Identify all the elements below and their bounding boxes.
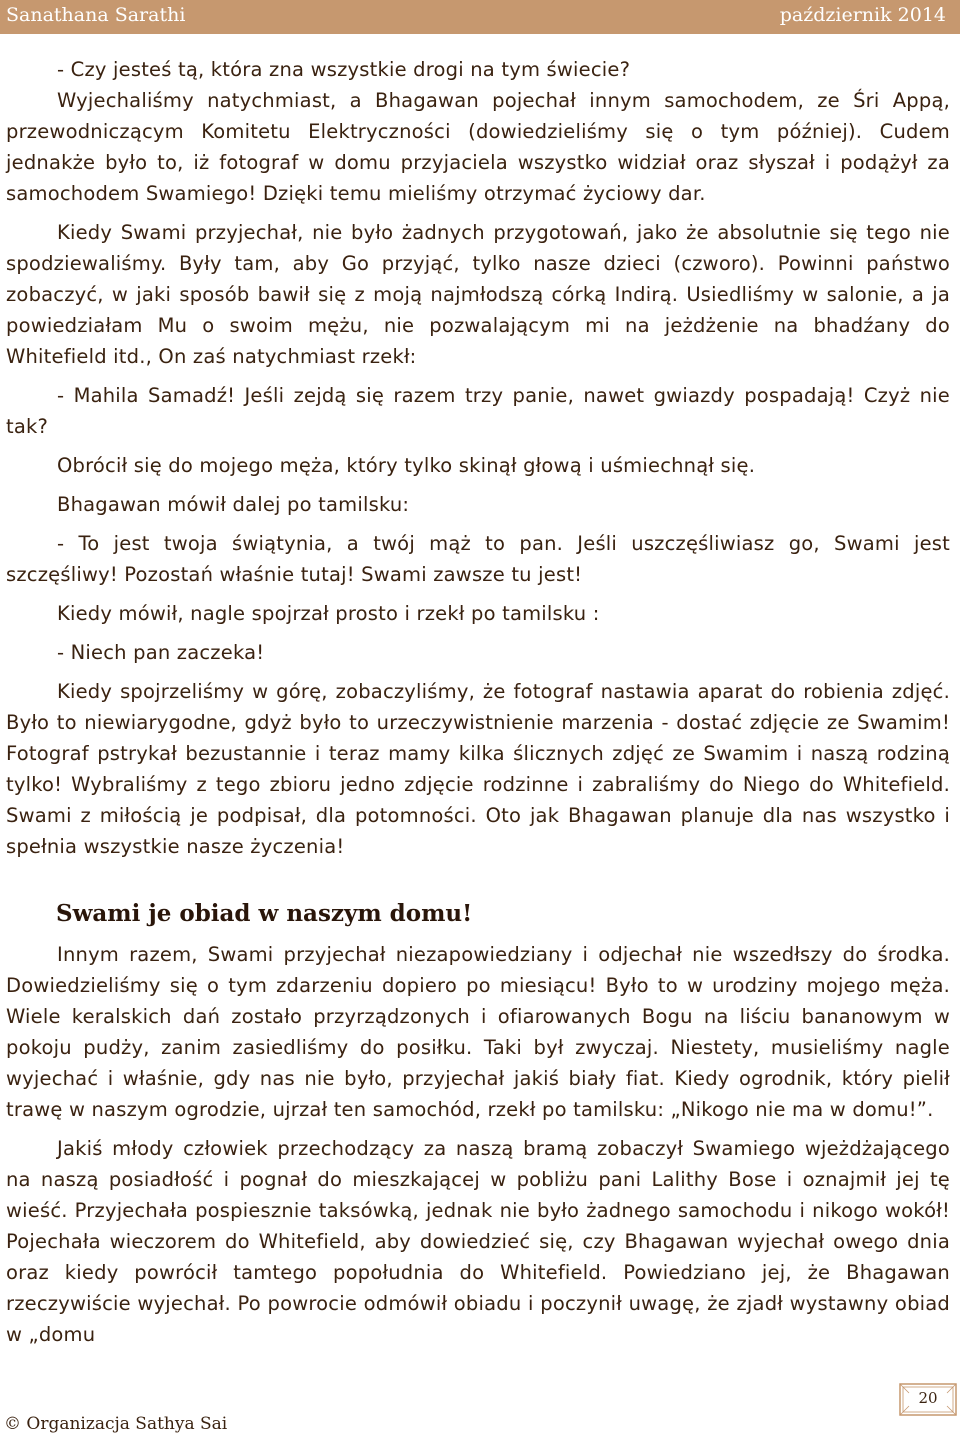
paragraph: Kiedy Swami przyjechał, nie było żadnych przygotowań, jako że absolutnie się tego nie spodziewaliśmy. Były tam, aby Go przyjąć, tylko nasze dzieci (czworo). Powinni państwo zobaczyć, w jaki sposób bawił się z moją najmłodszą córką Indirą. Usiedliśmy w salonie, a ja powiedziałam Mu o swoim mężu, nie pozwalającym mi na jeżdżenie na bhadźany do Whitefield itd., On zaś natychmiast rzekł: <box>6 221 950 368</box>
paragraph: Innym razem, Swami przyjechał niezapowiedziany i odjechał nie wszedłszy do środka. Dowiedzieliśmy się o tym zdarzeniu dopiero po miesiącu! Było to w urodziny mojego męża. Wiele keralskich dań zostało przyrządzonych i ofiarowanych Bogu na liściu bananowym w pokoju pudży, zanim zasiedliśmy do posiłku. Taki był zwyczaj. Niestety, musieliśmy nagle wyjechać i właśnie, gdy nas nie było, przyjechał jakiś biały fiat. Kiedy ogrodnik, który pielił trawę w naszym ogrodzie, ujrzał ten samochód, rzekł po tamilsku: „Nikogo nie ma w domu!”. <box>6 943 950 1121</box>
paragraph: - To jest twoja świątynia, a twój mąż to pan. Jeśli uszczęśliwiasz go, Swami jest szczęśliwy! Pozostań właśnie tutaj! Swami zawsze tu jest! <box>6 532 950 586</box>
paragraph: Bhagawan mówił dalej po tamilsku: <box>57 493 410 516</box>
page-number-badge <box>899 1383 957 1416</box>
copyright-notice: © Organizacja Sathya Sai <box>4 1414 228 1434</box>
paragraph: Jakiś młody człowiek przechodzący za naszą bramą zobaczył Swamiego wjeżdżającego na naszą posiadłość i pognał do mieszkającej w pobliżu pani Lalithy Bose i oznajmił jej tę wieść. Przyjechała pospiesznie taksówką, jednak nie było żadnego samochodu i nikogo wokół! Pojechała wieczorem do Whitefield, aby dowiedzieć się, czy Bhagawan wyjechał owego dnia oraz kiedy powrócił tamtego popołudnia do Whitefield. Powiedziano jej, że Bhagawan rzeczywiście wyjechał. Po powrocie odmówił obiadu i poczynił uwagę, że zjadł wystawny obiad w „domu <box>6 1137 950 1346</box>
paragraph: Wyjechaliśmy natychmiast, a Bhagawan pojechał innym samochodem, ze Śri Appą, przewodniczącym Komitetu Elektryczności (dowiedzieliśmy się o tym później). Cudem jednakże było to, iż fotograf w domu przyjaciela wszystko widział oraz słyszał i podążył za samochodem Swamiego! Dzięki temu mieliśmy otrzymać życiowy dar. <box>6 89 950 205</box>
paragraph: - Mahila Samadź! Jeśli zejdą się razem trzy panie, nawet gwiazdy pospadają! Czyż nie tak? <box>6 384 950 438</box>
paragraph: - Niech pan zaczeka! <box>57 641 265 664</box>
issue-date: październik 2014 <box>779 4 946 26</box>
page-header <box>0 0 960 34</box>
paragraph: - Czy jesteś tą, która zna wszystkie drogi na tym świecie? <box>57 58 631 81</box>
article-body <box>6 54 950 1350</box>
paragraph: Kiedy mówił, nagle spojrzał prosto i rzekł po tamilsku : <box>57 602 600 625</box>
page-number: 20 <box>918 1389 938 1407</box>
paragraph: Obrócił się do mojego męża, który tylko skinął głową i uśmiechnął się. <box>57 454 756 477</box>
magazine-title: Sanathana Sarathi <box>6 4 186 26</box>
paragraph: Kiedy spojrzeliśmy w górę, zobaczyliśmy, że fotograf nastawia aparat do robienia zdjęć. Było to niewiarygodne, gdyż było to urzeczywistnienie marzenia - dostać zdjęcie ze Swamim! Fotograf pstrykał bezustannie i teraz mamy kilka ślicznych zdjęć ze Swamim i naszą rodziną tylko! Wybraliśmy z tego zbioru jedno zdjęcie rodzinne i zabraliśmy do Niego do Whitefield. Swami z miłością je podpisał, dla potomności. Oto jak Bhagawan planuje dla nas wszystko i spełnia wszystkie nasze życzenia! <box>6 680 950 858</box>
section-heading: Swami je obiad w naszym domu! <box>56 900 473 927</box>
